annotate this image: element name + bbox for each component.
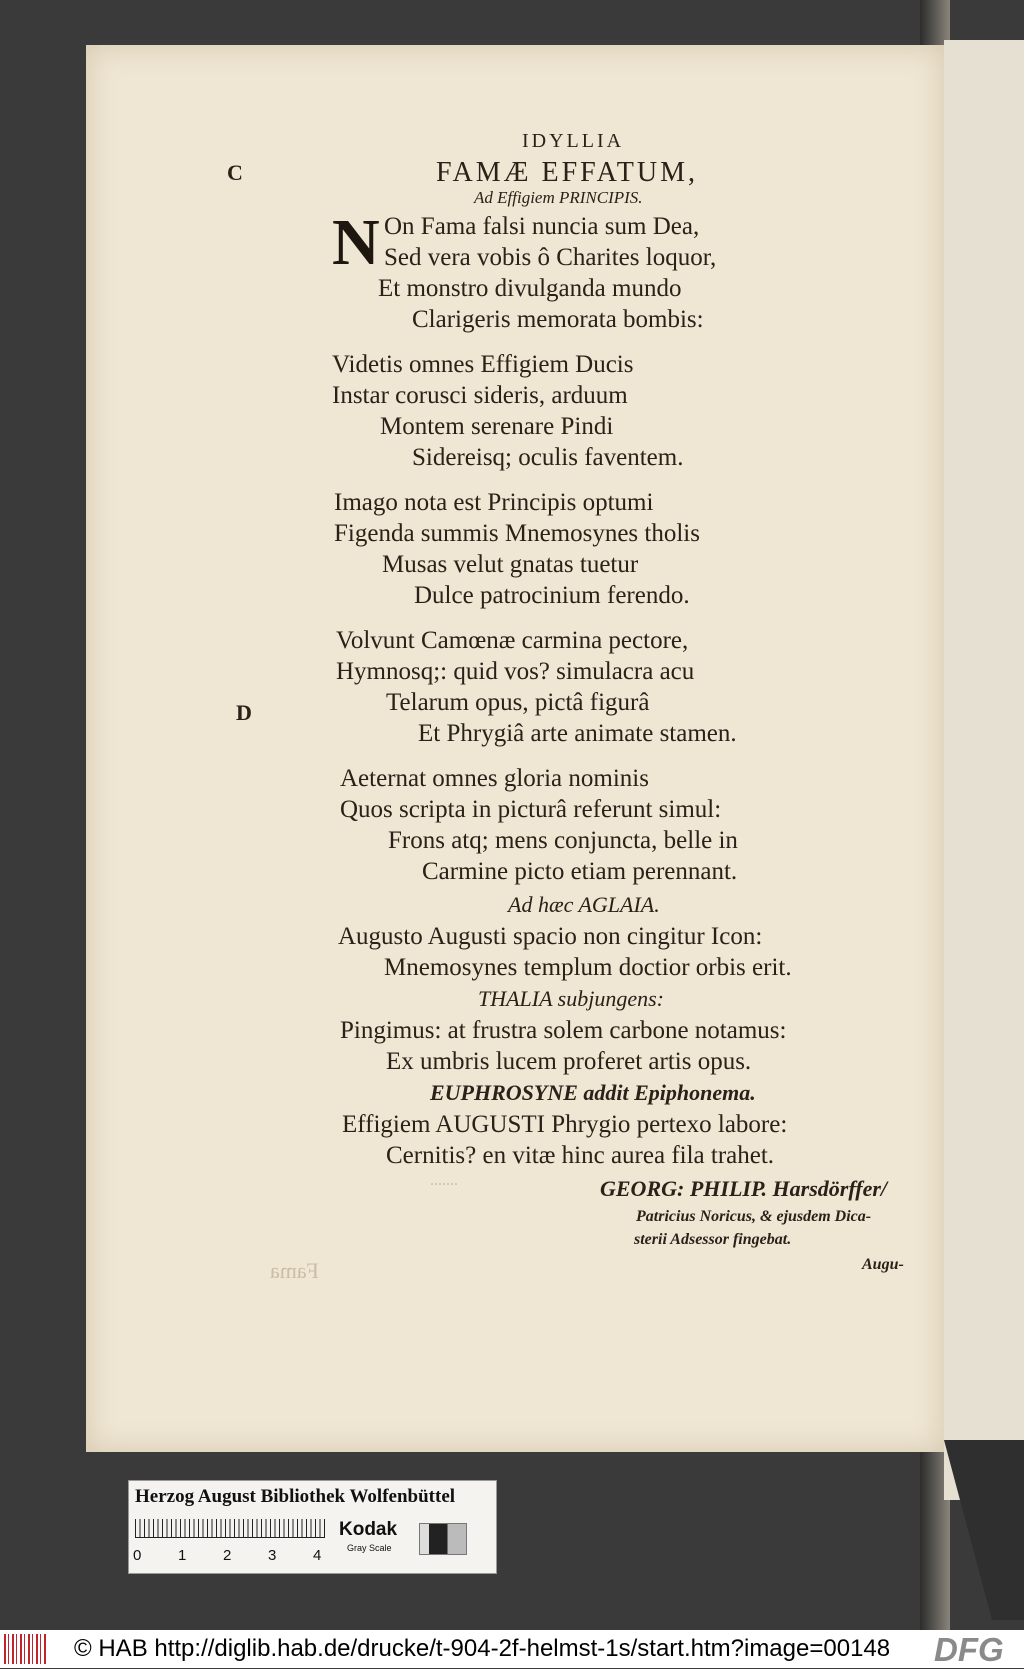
verse-line: Cernitis? en vitæ hinc aurea fila trahet.: [386, 1142, 775, 1169]
next-page-fold: [944, 1440, 1024, 1620]
margin-mark-d: D: [236, 700, 252, 725]
next-page-edge: [944, 40, 1024, 1500]
verse-line: Telarum opus, pictâ figurâ: [386, 689, 650, 716]
footer-bar: [0, 1630, 1024, 1668]
author-signature: GEORG: PHILIP. Harsdörffer/: [600, 1176, 888, 1201]
verse-line: Musas velut gnatas tuetur: [382, 551, 639, 578]
ruler-number: 2: [223, 1547, 232, 1564]
verse-line: Sidereisq; oculis faventem.: [412, 444, 684, 471]
running-head: IDYLLIA: [522, 130, 625, 152]
speaker-heading-aglaia: Ad hæc AGLAIA.: [508, 892, 660, 917]
verse-line: Quos scripta in picturâ referunt simul:: [340, 796, 722, 823]
verse-line: Dulce patrocinium ferendo.: [414, 582, 690, 609]
hab-logo-icon: [4, 1634, 46, 1664]
verse-line: Effigiem AUGUSTI Phrygio pertexo labore:: [342, 1111, 788, 1138]
speaker-heading-euphrosyne: EUPHROSYNE addit Epiphonema.: [430, 1080, 756, 1105]
verse-line: Imago nota est Principis optumi: [334, 489, 654, 516]
dfg-logo: DFG: [934, 1631, 1004, 1668]
kodak-logo: Kodak: [339, 1519, 398, 1540]
verse-line: On Fama falsi nuncia sum Dea,: [384, 213, 700, 240]
verse-line: Hymnosq;: quid vos? simulacra acu: [336, 658, 695, 685]
poem-subtitle: Ad Effigiem PRINCIPIS.: [474, 188, 643, 207]
author-title-line: sterii Adsessor fingebat.: [634, 1231, 792, 1248]
copyright-link[interactable]: © HAB http://diglib.hab.de/drucke/t-904-2f-helmst-1s/start.htm?image=00148: [74, 1635, 891, 1662]
verse-line: Mnemosynes templum doctior orbis erit.: [384, 954, 792, 981]
library-name: Herzog August Bibliothek Wolfenbüttel: [135, 1486, 456, 1507]
ruler-number: 0: [133, 1547, 142, 1564]
ruler-number: 1: [178, 1547, 187, 1564]
verse-line: Et monstro divulganda mundo: [378, 275, 682, 302]
drop-cap: N: [332, 206, 380, 279]
show-through-text: .......: [430, 1172, 458, 1189]
kodak-subtitle: Gray Scale: [347, 1543, 392, 1553]
verse-line: Montem serenare Pindi: [380, 413, 614, 440]
verse-line: Clarigeris memorata bombis:: [412, 306, 704, 333]
verse-line: Aeternat omnes gloria nominis: [340, 765, 649, 792]
verse-line: Videtis omnes Effigiem Ducis: [332, 351, 634, 378]
poem-title: FAMÆ EFFATUM,: [436, 157, 699, 188]
verse-line: Figenda summis Mnemosynes tholis: [334, 520, 700, 547]
verse-line: Augusto Augusti spacio non cingitur Icon:: [338, 923, 763, 950]
verse-line: Et Phrygiâ arte animate stamen.: [418, 720, 737, 747]
author-title-line: Patricius Noricus, & ejusdem Dica-: [636, 1208, 872, 1225]
verse-line: Frons atq; mens conjuncta, belle in: [388, 827, 738, 854]
verse-line: Ex umbris lucem proferet artis opus.: [386, 1048, 752, 1075]
margin-mark-c: C: [227, 160, 243, 185]
speaker-heading-thalia: THALIA subjungens:: [478, 986, 664, 1011]
verse-line: Pingimus: at frustra solem carbone notamus:: [340, 1017, 787, 1044]
verse-line: Carmine picto etiam perennant.: [422, 858, 738, 885]
show-through-text: Fama: [270, 1258, 319, 1283]
catchword: Augu-: [862, 1256, 904, 1273]
verse-line: Sed vera vobis ô Charites loquor,: [384, 244, 717, 271]
library-color-card: [128, 1480, 497, 1574]
ruler-number: 3: [268, 1547, 277, 1564]
verse-line: Instar corusci sideris, arduum: [332, 382, 628, 409]
gray-scale-swatch: [419, 1523, 467, 1555]
ruler-number: 4: [313, 1547, 322, 1564]
verse-line: Volvunt Camœnæ carmina pectore,: [336, 627, 689, 654]
ruler-scale: [135, 1519, 325, 1538]
ruler-numbers: [133, 1547, 358, 1564]
